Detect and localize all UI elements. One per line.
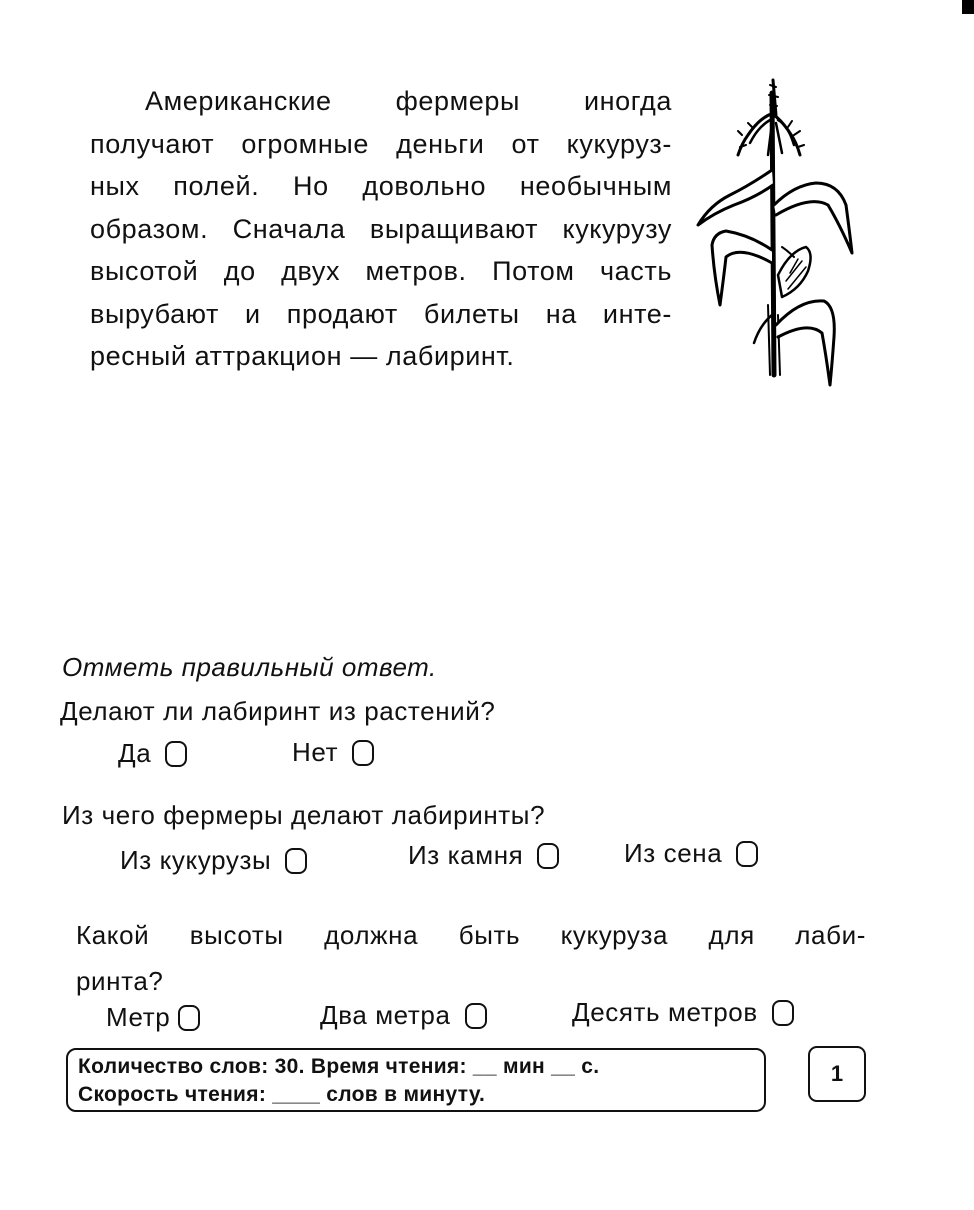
answer-option-stone[interactable] — [408, 840, 559, 871]
answer-checkbox[interactable] — [465, 1003, 487, 1029]
word-count-line: Количество слов: 30. Время чтения: __ мин __ с. — [78, 1055, 600, 1078]
option-label: Да — [118, 738, 152, 768]
option-label: Метр — [106, 1002, 171, 1032]
reading-speed-line: Скорость чтения: ____ слов в минуту. — [78, 1083, 486, 1106]
answer-checkbox[interactable] — [736, 841, 758, 867]
answer-option-ten-meters[interactable] — [572, 997, 794, 1028]
passage-line: вырубают и продают билеты на инте- — [90, 298, 672, 329]
answer-checkbox[interactable] — [352, 740, 374, 766]
answer-option-yes[interactable] — [118, 738, 187, 769]
reading-passage — [90, 80, 672, 378]
passage-line: ресный аттракцион — лабиринт. — [90, 341, 515, 371]
answer-checkbox[interactable] — [537, 843, 559, 869]
answer-checkbox[interactable] — [285, 848, 307, 874]
answer-option-two-meters[interactable] — [320, 1000, 487, 1031]
corner-mark — [962, 0, 974, 14]
answer-checkbox[interactable] — [165, 741, 187, 767]
option-label: Из кукурузы — [120, 845, 272, 875]
question-3-line: ринта? — [76, 966, 164, 996]
answer-option-corn[interactable] — [120, 845, 307, 876]
passage-line: высотой до двух метров. Потом часть — [90, 256, 672, 286]
option-label: Десять метров — [572, 997, 758, 1027]
reading-stats-box — [66, 1048, 766, 1112]
instruction-text: Отметь правильный ответ. — [62, 652, 437, 682]
answer-checkbox[interactable] — [178, 1005, 200, 1031]
passage-line: образом. Сначала выращивают кукурузу — [90, 213, 672, 244]
option-label: Из сена — [624, 838, 723, 868]
passage-line: Американские фермеры иногда — [145, 86, 672, 116]
page-number: 1 — [808, 1046, 866, 1102]
passage-line: получают огромные деньги от кукуруз- — [90, 128, 672, 159]
corn-plant-icon — [690, 75, 860, 395]
answer-option-hay[interactable] — [624, 838, 758, 869]
passage-line: ных полей. Но довольно необычным — [90, 171, 672, 201]
answer-option-one-meter[interactable] — [106, 1002, 200, 1033]
option-label: Нет — [292, 737, 339, 767]
answer-checkbox[interactable] — [772, 1000, 794, 1026]
question-1-text: Делают ли лабиринт из растений? — [60, 696, 496, 726]
answer-option-no[interactable] — [292, 737, 374, 768]
question-3-text — [76, 912, 866, 1004]
question-3-line: Какой высоты должна быть кукуруза для лаби- — [76, 920, 866, 950]
question-2-text: Из чего фермеры делают лабиринты? — [62, 800, 546, 830]
option-label: Из камня — [408, 840, 524, 870]
option-label: Два метра — [320, 1000, 451, 1030]
